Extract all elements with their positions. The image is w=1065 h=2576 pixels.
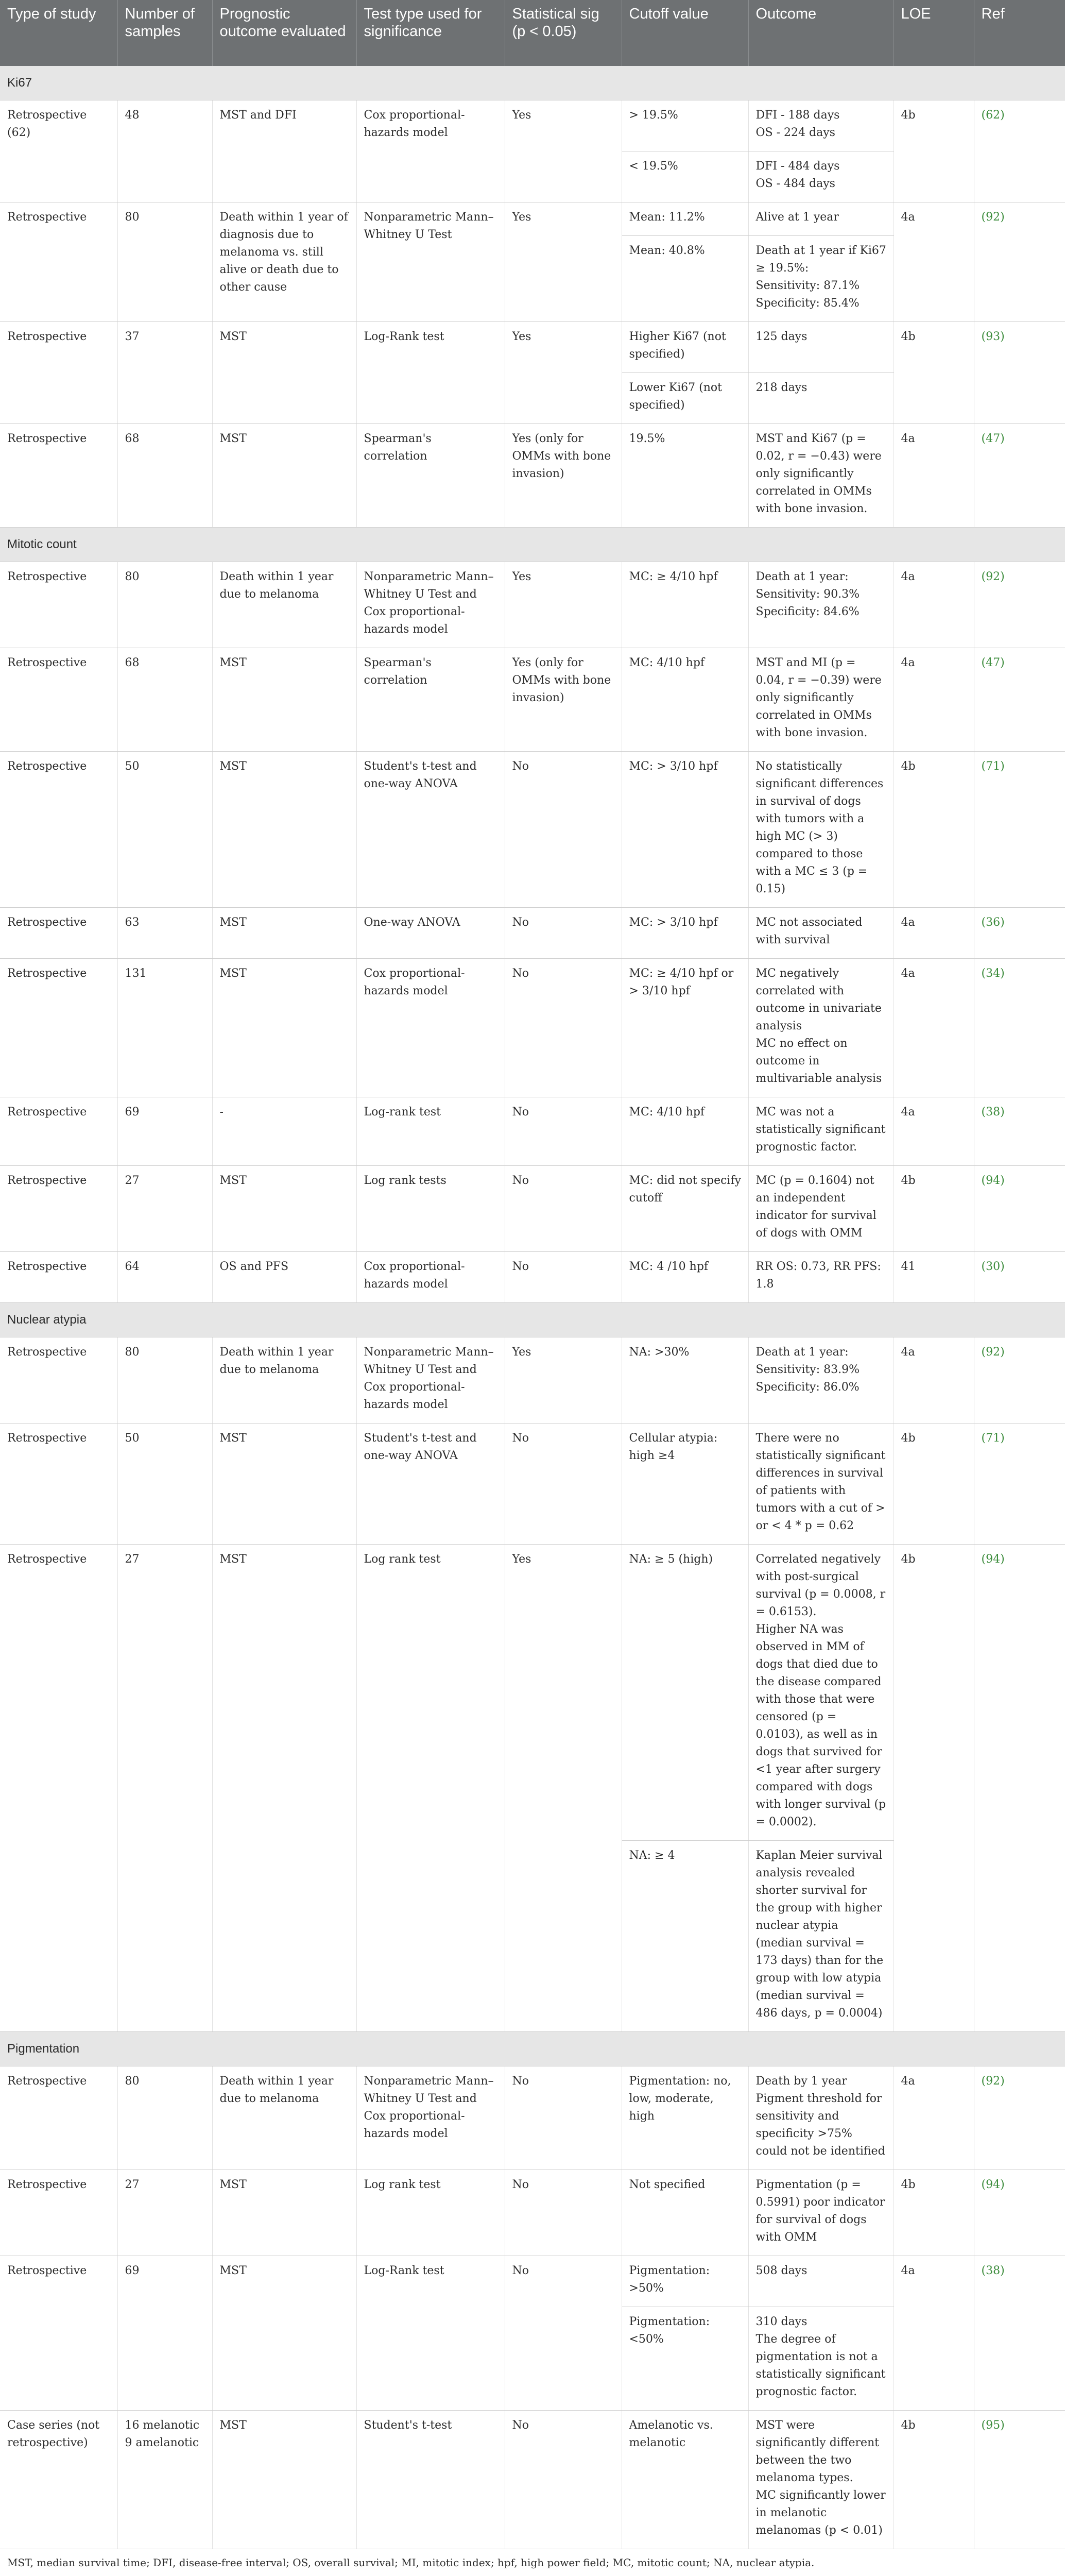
prognostic-outcome-cell: Death within 1 year of diagnosis due to melanoma vs. still alive or death due to other cause: [212, 202, 356, 322]
prognostic-outcome-cell: Death within 1 year due to melanoma: [212, 2066, 356, 2170]
loe-cell: 4a: [894, 959, 974, 1097]
outcome-line: MC significantly lower in melanotic melanomas (p < 0.01): [755, 2489, 886, 2537]
test-type-cell: Log-Rank test: [356, 2256, 505, 2411]
outcome-cell: [748, 959, 894, 1097]
study-type-cell: Retrospective: [0, 2170, 117, 2256]
test-type-cell: Student's t-test and one-way ANOVA: [356, 752, 505, 908]
prognostic-outcome-cell: MST: [212, 648, 356, 752]
outcome-cell: [748, 373, 894, 424]
cutoff-cell: Higher Ki67 (not specified): [622, 322, 748, 373]
ref-cell: [974, 648, 1065, 752]
reference-link[interactable]: (36): [981, 916, 1005, 929]
significance-cell: Yes: [505, 562, 622, 648]
outcome-cell: [748, 562, 894, 648]
loe-cell: 4a: [894, 648, 974, 752]
significance-cell: No: [505, 2170, 622, 2256]
table-row: [0, 322, 1065, 373]
sample-count-cell: 64: [117, 1252, 212, 1303]
cutoff-cell: Pigmentation: >50%: [622, 2256, 748, 2307]
sample-count-cell: 80: [117, 202, 212, 322]
study-type-cell: Retrospective: [0, 1252, 117, 1303]
header-loe: LOE: [894, 0, 974, 66]
table-row: [0, 2411, 1065, 2549]
sample-count-cell: 48: [117, 100, 212, 202]
prognostic-outcome-cell: -: [212, 1097, 356, 1166]
study-type-cell: Retrospective: [0, 202, 117, 322]
ref-cell: [974, 1545, 1065, 2032]
section-row: [0, 1303, 1065, 1337]
outcome-line: MC was not a statistically significant prognostic factor.: [755, 1106, 886, 1154]
loe-cell: 4a: [894, 1337, 974, 1423]
outcome-line: RR OS: 0.73, RR PFS: 1.8: [755, 1260, 881, 1291]
loe-cell: 4b: [894, 1545, 974, 2032]
loe-cell: 41: [894, 1252, 974, 1303]
cutoff-cell: MC: > 3/10 hpf: [622, 908, 748, 959]
reference-link[interactable]: (71): [981, 1432, 1005, 1445]
loe-cell: 4a: [894, 202, 974, 322]
table-row: [0, 424, 1065, 528]
cutoff-cell: MC: 4 /10 hpf: [622, 1252, 748, 1303]
test-type-cell: Log rank tests: [356, 1166, 505, 1252]
outcome-cell: [748, 1337, 894, 1423]
test-type-cell: One-way ANOVA: [356, 908, 505, 959]
table-row: [0, 2170, 1065, 2256]
outcome-cell: [748, 1841, 894, 2032]
table-row: [0, 648, 1065, 752]
section-row: [0, 528, 1065, 562]
table-footnote: MST, median survival time; DFI, disease-free interval; OS, overall survival; MI, mitotic index; hpf, high power field; MC, mitotic count; NA, nuclear atypia.: [7, 2556, 815, 2569]
cutoff-cell: MC: ≥ 4/10 hpf or > 3/10 hpf: [622, 959, 748, 1097]
outcome-line: MST were significantly different between the two melanoma types.: [755, 2419, 880, 2484]
loe-cell: 4b: [894, 2170, 974, 2256]
cutoff-cell: Not specified: [622, 2170, 748, 2256]
outcome-line: MC not associated with survival: [755, 916, 863, 946]
sample-count-cell: 68: [117, 648, 212, 752]
table-row: [0, 908, 1065, 959]
test-type-cell: Log rank test: [356, 2170, 505, 2256]
test-type-cell: Cox proportional-hazards model: [356, 959, 505, 1097]
prognostic-outcome-cell: MST: [212, 424, 356, 528]
table-header-row: [0, 0, 1065, 66]
cutoff-cell: MC: 4/10 hpf: [622, 648, 748, 752]
outcome-cell: [748, 752, 894, 908]
study-type-cell: Retrospective: [0, 562, 117, 648]
outcome-line: Death at 1 year if Ki67 ≥ 19.5%:: [755, 244, 886, 275]
test-type-cell: Log-rank test: [356, 1097, 505, 1166]
outcome-line: Sensitivity: 83.9%: [755, 1363, 860, 1376]
outcome-line: 125 days: [755, 330, 808, 343]
header-ref: Ref: [974, 0, 1065, 66]
outcome-line: MST and MI (p = 0.04, r = −0.39) were only significantly correlated in OMMs with bone invasion.: [755, 656, 882, 739]
prognostic-outcome-cell: MST: [212, 908, 356, 959]
table-row: [0, 1423, 1065, 1545]
table-row: [0, 562, 1065, 648]
reference-link[interactable]: (92): [981, 570, 1005, 583]
outcome-line: Specificity: 85.4%: [755, 297, 860, 310]
study-type-cell: Retrospective: [0, 1423, 117, 1545]
test-type-cell: Nonparametric Mann–Whitney U Test and Cox proportional-hazards model: [356, 2066, 505, 2170]
outcome-line: MC (p = 0.1604) not an independent indicator for survival of dogs with OMM: [755, 1174, 877, 1240]
ref-cell: [974, 2411, 1065, 2549]
study-type-cell: Retrospective: [0, 752, 117, 908]
sample-count-cell: 50: [117, 1423, 212, 1545]
sample-count-cell: 37: [117, 322, 212, 424]
prognostic-outcome-cell: Death within 1 year due to melanoma: [212, 1337, 356, 1423]
test-type-cell: Student's t-test: [356, 2411, 505, 2549]
section-row: [0, 2032, 1065, 2066]
significance-cell: No: [505, 1252, 622, 1303]
loe-cell: 4a: [894, 1097, 974, 1166]
sample-count-cell: 50: [117, 752, 212, 908]
test-type-cell: Spearman's correlation: [356, 424, 505, 528]
outcome-line: Death at 1 year:: [755, 570, 849, 583]
sample-count-cell: 27: [117, 2170, 212, 2256]
reference-link[interactable]: (93): [981, 330, 1005, 343]
outcome-line: 218 days: [755, 381, 808, 394]
prognostic-outcome-cell: MST: [212, 1166, 356, 1252]
outcome-line: 508 days: [755, 2264, 808, 2277]
reference-link[interactable]: (92): [981, 2075, 1005, 2088]
study-type-cell: Retrospective: [0, 322, 117, 424]
study-type-cell: Retrospective: [0, 2256, 117, 2411]
sample-count-cell: 16 melanotic 9 amelanotic: [117, 2411, 212, 2549]
outcome-line: 310 days: [755, 2315, 808, 2328]
significance-cell: Yes: [505, 100, 622, 202]
outcome-cell: [748, 1423, 894, 1545]
reference-link[interactable]: (47): [981, 656, 1005, 669]
outcome-line: MC negatively correlated with outcome in univariate analysis: [755, 967, 882, 1032]
test-type-cell: Nonparametric Mann–Whitney U Test and Cox proportional-hazards model: [356, 1337, 505, 1423]
outcome-line: MST and Ki67 (p = 0.02, r = −0.43) were only significantly correlated in OMMs with bone invasion.: [755, 432, 882, 515]
reference-link[interactable]: (62): [981, 109, 1005, 122]
cutoff-cell: NA: ≥ 4: [622, 1841, 748, 2032]
prognostic-outcome-cell: MST: [212, 2170, 356, 2256]
reference-link[interactable]: (47): [981, 432, 1005, 445]
table-row: [0, 202, 1065, 236]
loe-cell: 4b: [894, 752, 974, 908]
loe-cell: 4b: [894, 1423, 974, 1545]
ref-cell: [974, 1166, 1065, 1252]
outcome-cell: [748, 648, 894, 752]
outcome-cell: [748, 2170, 894, 2256]
outcome-line: Sensitivity: 90.3%: [755, 588, 860, 601]
table-row: [0, 1166, 1065, 1252]
prognostic-outcome-cell: MST: [212, 2256, 356, 2411]
loe-cell: 4a: [894, 562, 974, 648]
sample-count-cell: 27: [117, 1545, 212, 2032]
reference-link[interactable]: (92): [981, 211, 1005, 224]
cutoff-cell: NA: ≥ 5 (high): [622, 1545, 748, 1841]
table-row: [0, 1337, 1065, 1423]
cutoff-cell: Amelanotic vs. melanotic: [622, 2411, 748, 2549]
reference-link[interactable]: (38): [981, 2264, 1005, 2277]
study-type-cell: Case series (not retrospective): [0, 2411, 117, 2549]
sample-count-cell: 80: [117, 1337, 212, 1423]
outcome-cell: [748, 908, 894, 959]
ref-cell: [974, 2066, 1065, 2170]
ref-cell: [974, 959, 1065, 1097]
prognostic-outcome-cell: MST: [212, 2411, 356, 2549]
table-row: [0, 959, 1065, 1097]
cutoff-cell: NA: >30%: [622, 1337, 748, 1423]
study-type-cell: Retrospective: [0, 1097, 117, 1166]
table-row: [0, 100, 1065, 151]
header-prognostic-outcome: Prognostic outcome evaluated: [212, 0, 356, 66]
study-type-cell: Retrospective: [0, 908, 117, 959]
loe-cell: 4b: [894, 100, 974, 202]
table-row: [0, 2066, 1065, 2170]
significance-cell: No: [505, 959, 622, 1097]
header-test-type: Test type used for significance: [356, 0, 505, 66]
prognostic-outcome-cell: MST and DFI: [212, 100, 356, 202]
outcome-cell: [748, 2256, 894, 2307]
significance-cell: Yes: [505, 202, 622, 322]
ref-cell: [974, 424, 1065, 528]
prognostic-outcome-cell: MST: [212, 752, 356, 908]
cutoff-cell: 19.5%: [622, 424, 748, 528]
significance-cell: No: [505, 1423, 622, 1545]
outcome-cell: [748, 2307, 894, 2411]
significance-cell: Yes: [505, 1337, 622, 1423]
study-type-cell: Retrospective: [0, 1545, 117, 2032]
significance-cell: No: [505, 2411, 622, 2549]
cutoff-cell: MC: did not specify cutoff: [622, 1166, 748, 1252]
study-type-cell: Retrospective: [0, 648, 117, 752]
cutoff-cell: Mean: 11.2%: [622, 202, 748, 236]
table-body: [0, 66, 1065, 2549]
header-number-of-samples: Number of samples: [117, 0, 212, 66]
cutoff-cell: > 19.5%: [622, 100, 748, 151]
prognostic-outcome-cell: MST: [212, 322, 356, 424]
test-type-cell: Log rank test: [356, 1545, 505, 2032]
ref-cell: [974, 752, 1065, 908]
test-type-cell: Nonparametric Mann–Whitney U Test and Cox proportional-hazards model: [356, 562, 505, 648]
prognostic-outcome-cell: MST: [212, 959, 356, 1097]
ref-cell: [974, 1097, 1065, 1166]
ref-cell: [974, 202, 1065, 322]
study-type-cell: Retrospective: [0, 1166, 117, 1252]
section-title: Mitotic count: [0, 528, 1065, 562]
significance-cell: No: [505, 2256, 622, 2411]
header-cutoff-value: Cutoff value: [622, 0, 748, 66]
outcome-line: Kaplan Meier survival analysis revealed shorter survival for the group with higher nuclear atypia (median survival = 173 days) than for the group with low atypia (median survival = 486 days, p = 0.0004): [755, 1849, 884, 2020]
outcome-cell: [748, 424, 894, 528]
loe-cell: 4a: [894, 424, 974, 528]
significance-cell: Yes (only for OMMs with bone invasion): [505, 648, 622, 752]
table-row: [0, 1545, 1065, 1841]
header-statistical-sig: Statistical sig (p < 0.05): [505, 0, 622, 66]
cutoff-cell: MC: > 3/10 hpf: [622, 752, 748, 908]
outcome-line: Death by 1 year Pigment threshold for sensitivity and specificity >75% could not be identified: [755, 2075, 885, 2158]
study-type-cell: Retrospective: [0, 1337, 117, 1423]
test-type-cell: Nonparametric Mann–Whitney U Test: [356, 202, 505, 322]
sample-count-cell: 27: [117, 1166, 212, 1252]
cutoff-cell: Cellular atypia: high ≥4: [622, 1423, 748, 1545]
loe-cell: 4b: [894, 2411, 974, 2549]
section-title: Ki67: [0, 66, 1065, 100]
ref-cell: [974, 322, 1065, 424]
outcome-line: OS - 224 days: [755, 126, 835, 139]
reference-link[interactable]: (94): [981, 2178, 1005, 2191]
study-type-cell: Retrospective: [0, 2066, 117, 2170]
significance-cell: No: [505, 1097, 622, 1166]
cutoff-cell: MC: ≥ 4/10 hpf: [622, 562, 748, 648]
reference-link[interactable]: (38): [981, 1106, 1005, 1118]
test-type-cell: Cox proportional-hazards model: [356, 1252, 505, 1303]
significance-cell: No: [505, 908, 622, 959]
outcome-line: The degree of pigmentation is not a statistically significant prognostic factor.: [755, 2333, 886, 2398]
outcome-cell: [748, 2411, 894, 2549]
loe-cell: 4b: [894, 1166, 974, 1252]
significance-cell: Yes: [505, 322, 622, 424]
outcome-line: Pigmentation (p = 0.5991) poor indicator for survival of dogs with OMM: [755, 2178, 885, 2244]
outcome-line: Death at 1 year:: [755, 1346, 849, 1359]
sample-count-cell: 69: [117, 1097, 212, 1166]
header-outcome: Outcome: [748, 0, 894, 66]
outcome-cell: [748, 1166, 894, 1252]
outcome-line: Higher NA was observed in MM of dogs that died due to the disease compared with those that were censored (p = 0.0103), as well as in dogs that survived for <1 year after surgery compared with dogs with longer survival (p = 0.0002).: [755, 1623, 886, 1828]
section-row: [0, 66, 1065, 100]
reference-link[interactable]: (94): [981, 1174, 1005, 1187]
outcome-cell: [748, 1252, 894, 1303]
outcome-line: Correlated negatively with post-surgical survival (p = 0.0008, r = 0.6153).: [755, 1553, 886, 1618]
outcome-cell: [748, 1097, 894, 1166]
cutoff-cell: Pigmentation: no, low, moderate, high: [622, 2066, 748, 2170]
ref-cell: [974, 2170, 1065, 2256]
loe-cell: 4b: [894, 322, 974, 424]
ref-cell: [974, 1423, 1065, 1545]
prognostic-outcome-cell: MST: [212, 1423, 356, 1545]
outcome-cell: [748, 2066, 894, 2170]
outcome-line: OS - 484 days: [755, 177, 835, 190]
sample-count-cell: 68: [117, 424, 212, 528]
ref-cell: [974, 1337, 1065, 1423]
significance-cell: Yes (only for OMMs with bone invasion): [505, 424, 622, 528]
outcome-line: There were no statistically significant differences in survival of patients with tumors with a cut of > or < 4 * p = 0.62: [755, 1432, 886, 1532]
prognostic-outcome-cell: OS and PFS: [212, 1252, 356, 1303]
section-title: Pigmentation: [0, 2032, 1065, 2066]
sample-count-cell: 63: [117, 908, 212, 959]
outcome-line: DFI - 188 days: [755, 109, 840, 122]
test-type-cell: Student's t-test and one-way ANOVA: [356, 1423, 505, 1545]
cutoff-cell: < 19.5%: [622, 151, 748, 202]
outcome-line: Alive at 1 year: [755, 211, 839, 224]
reference-link[interactable]: (94): [981, 1553, 1005, 1566]
ref-cell: [974, 908, 1065, 959]
significance-cell: No: [505, 1166, 622, 1252]
prognostic-outcome-cell: MST: [212, 1545, 356, 2032]
sample-count-cell: 131: [117, 959, 212, 1097]
header-type-of-study: Type of study: [0, 0, 117, 66]
significance-cell: No: [505, 752, 622, 908]
ref-cell: [974, 562, 1065, 648]
significance-cell: Yes: [505, 1545, 622, 2032]
reference-link[interactable]: (95): [981, 2419, 1005, 2432]
study-type-cell: Retrospective: [0, 959, 117, 1097]
loe-cell: 4a: [894, 2256, 974, 2411]
outcome-cell: [748, 202, 894, 236]
sample-count-cell: 69: [117, 2256, 212, 2411]
outcome-line: Specificity: 84.6%: [755, 605, 860, 618]
loe-cell: 4a: [894, 2066, 974, 2170]
study-type-cell: Retrospective: [0, 424, 117, 528]
reference-link[interactable]: (71): [981, 760, 1005, 773]
table-row: [0, 1097, 1065, 1166]
reference-link[interactable]: (92): [981, 1346, 1005, 1359]
table-row: [0, 1252, 1065, 1303]
reference-link[interactable]: (34): [981, 967, 1005, 980]
outcome-cell: [748, 322, 894, 373]
table-row: [0, 2256, 1065, 2307]
outcome-cell: [748, 100, 894, 151]
cutoff-cell: Lower Ki67 (not specified): [622, 373, 748, 424]
outcome-line: Specificity: 86.0%: [755, 1381, 860, 1394]
prognostic-outcome-cell: Death within 1 year due to melanoma: [212, 562, 356, 648]
outcome-cell: [748, 236, 894, 322]
test-type-cell: Log-Rank test: [356, 322, 505, 424]
outcome-line: No statistically significant differences in survival of dogs with tumors with a high MC (> 3) compared to those with a MC ≤ 3 (p = 0.15): [755, 760, 884, 895]
sample-count-cell: 80: [117, 2066, 212, 2170]
loe-cell: 4a: [894, 908, 974, 959]
study-type-cell: Retrospective (62): [0, 100, 117, 202]
cutoff-cell: Mean: 40.8%: [622, 236, 748, 322]
table-row: [0, 752, 1065, 908]
outcome-line: DFI - 484 days: [755, 160, 840, 173]
ref-cell: [974, 100, 1065, 202]
outcome-cell: [748, 151, 894, 202]
test-type-cell: Spearman's correlation: [356, 648, 505, 752]
test-type-cell: Cox proportional-hazards model: [356, 100, 505, 202]
ref-cell: [974, 2256, 1065, 2411]
outcome-line: MC no effect on outcome in multivariable analysis: [755, 1037, 882, 1085]
sample-count-cell: 80: [117, 562, 212, 648]
reference-link[interactable]: (30): [981, 1260, 1005, 1273]
cutoff-cell: MC: 4/10 hpf: [622, 1097, 748, 1166]
outcome-line: Sensitivity: 87.1%: [755, 279, 860, 292]
outcome-cell: [748, 1545, 894, 1841]
significance-cell: No: [505, 2066, 622, 2170]
cutoff-cell: Pigmentation: <50%: [622, 2307, 748, 2411]
ref-cell: [974, 1252, 1065, 1303]
section-title: Nuclear atypia: [0, 1303, 1065, 1337]
